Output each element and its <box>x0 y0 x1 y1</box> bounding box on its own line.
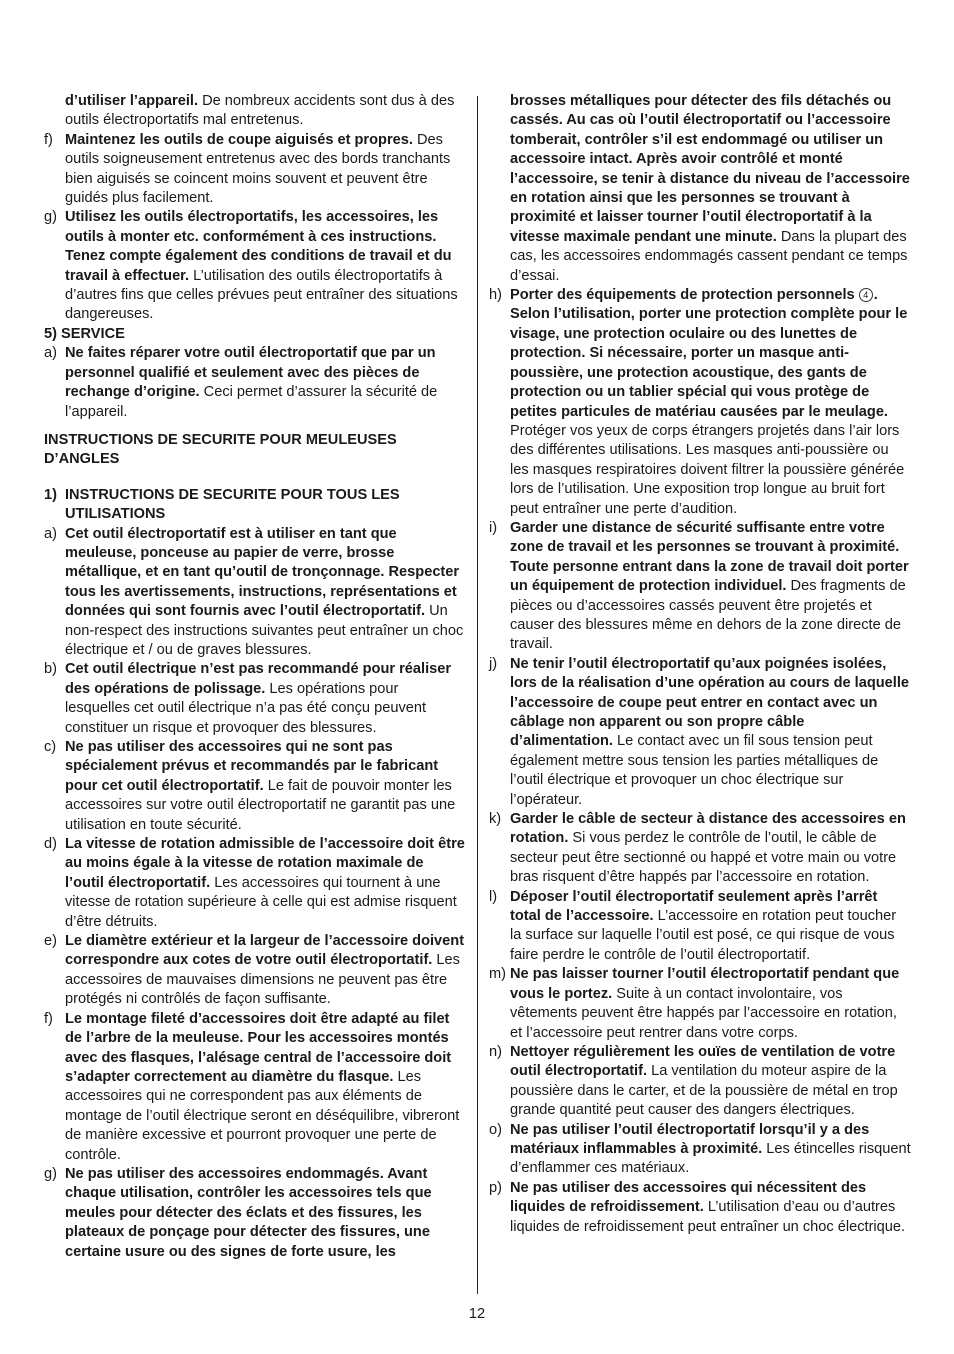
list-item: o) Ne pas utiliser l’outil électroportatif lorsqu’il y a des matériaux inflammables à proximité. Les étincelles risquent d’enflammer ces matériaux. <box>489 1121 911 1177</box>
right-column <box>489 92 911 1237</box>
list-item: a) Cet outil électroportatif est à utiliser en tant que meuleuse, ponceuse au papier de verre, brosse métallique, et en tant qu’outil de tronçonnage. Respecter tous les avertissements, instructions, représentations et données qui sont fournis avec l’outil électroportatif. Un non-respect des instructions suivantes peut entraîner un choc électrique et / ou de graves blessures. <box>44 525 464 658</box>
list-item: f) Maintenez les outils de coupe aiguisés et propres. Des outils soigneusement entretenus avec des bords tranchants bien aiguisés se coincent moins souvent et peuvent être guidés plus facilement. <box>44 131 451 207</box>
column-divider <box>477 96 478 1294</box>
list-item: d) La vitesse de rotation admissible de l’accessoire doit être au moins égale à la vitesse de rotation maximale de l’outil électroportatif. Les accessoires qui tournent à une vitesse de rotation supérieure à celle qui est admise risquent d’être détruits. <box>44 836 465 930</box>
list-item: g) Ne pas utiliser des accessoires endommagés. Avant chaque utilisation, contrôler les accessoires tels que meules pour détecter des éclats et des fissures, les plateaux de ponçage pour détecter des fissures, une certaine usure ou des signes de forte usure, les <box>44 1165 432 1260</box>
list-item: n) Nettoyer régulièrement les ouïes de ventilation de votre outil électroportatif. La ventilation du moteur aspire de la poussière dans le carter, et de la poussière de métal en trop grande quantité peut causer des dangers électriques. <box>489 1043 898 1119</box>
page-number: 12 <box>468 1306 486 1322</box>
list-item: h) Porter des équipements de protection personnels 4 . Selon l’utilisation, porter une protection complète pour le visage, une protection oculaire ou des lunettes de protection. Si nécessaire, porter un masque anti-poussière, une protection acoustique, des gants de protection ou un tablier spécial qui vous protège de petites particules de matériau causées par le meulage. Protéger vos yeux de corps étrangers projetés dans l’air lors des différentes utilisations. Les masques anti-poussière ou les masques respiratoires doivent filtrer la poussière générée lors de l’utilisation. Une exposition trop longue au bruit fort peut entraîner une perte d’audition. <box>489 287 908 517</box>
left-column <box>44 92 466 1262</box>
list-item: b) Cet outil électrique n’est pas recommandé pour réaliser des opérations de polissage. Les opérations pour lesquelles cet outil électrique n’a pas été conçu peuvent constituer un risque et provoquer des blessures. <box>44 661 452 736</box>
list-item: j) Ne tenir l’outil électroportatif qu’aux poignées isolées, lors de la réalisation d’une opération au cours de laquelle l’accessoire de coupe peut entrer en contact avec un câblage non apparent ou son propre câble d’alimentation. Le contact avec un fil sous tension peut également mettre sous tension les parties métalliques de l’outil électrique et provoquer un choc électrique sur l’opérateur. <box>489 655 909 808</box>
circled-number-icon: 4 <box>859 288 873 302</box>
list-item: m) Ne pas laisser tourner l’outil électroportatif pendant que vous le portez. Suite à un contact involontaire, vos vêtements peuvent être happés par l’accessoire en rotation, et l’accessoire peut rentrer dans votre corps. <box>489 966 900 1041</box>
list-item: k) Garder le câble de secteur à distance des accessoires en rotation. Si vous perdez le contrôle de l’outil, le câble de secteur peut être sectionné ou happé et votre main ou votre bras risquent d’être happés par l’accessoire en rotation. <box>489 811 906 886</box>
sub-heading: 1) INSTRUCTIONS DE SECURITE POUR TOUS LES UTILISATIONS <box>44 486 400 523</box>
list-item: f) Le montage fileté d’accessoires doit être adapté au filet de l’arbre de la meuleuse. Pour les accessoires montés avec des flasques, l’alésage central de l’accessoire doit s’adapter correctement au diamètre du flasque. Les accessoires qui ne correspondent pas aux éléments de montage de l’outil électrique seront en déséquilibre, vibreront de manière excessive et pourront provoquer une perte de contrôle. <box>44 1010 460 1163</box>
list-item: e) Le diamètre extérieur et la largeur de l’accessoire doivent correspondre aux cotes de votre outil électroportatif. Les accessoires de mauvaises dimensions ne peuvent pas être protégés ni contrôlés de façon suffisante. <box>44 933 465 1008</box>
list-item: g) Utilisez les outils électroportatifs, les accessoires, les outils à monter etc. conformément à ces instructions. Tenez compte également des conditions de travail et du travail à effectuer. L’utilisation des outils électroportatifs à d’autres fins que celles prévues peut entraîner des situations dangereuses. <box>44 209 458 323</box>
list-item: i) Garder une distance de sécurité suffisante entre votre zone de travail et les personnes se trouvant à proximité. Toute personne entrant dans la zone de travail doit porter un équipement de protection individuel. Des fragments de pièces ou d’accessoires cassés peuvent être projetés et causer des blessures même en dehors de la zone directe de travail. <box>489 519 909 653</box>
list-item: brosses métalliques pour détecter des fils détachés ou cassés. Au cas où l’outil électroportatif ou l’accessoire tomberait, contrôler s’il est endommagé ou utiliser un accessoire intact. Après avoir contrôlé et monté l’accessoire, se tenir à distance du niveau de l’accessoire en rotation ainsi que les personnes se trouvant à proximité et laisser tourner l’outil électroportatif à la vitesse maximale pendant une minute. Dans la plupart des cas, les accessoires endommagés cassent pendant ce temps d’essai. <box>510 93 910 284</box>
list-item: p) Ne pas utiliser des accessoires qui nécessitent des liquides de refroidissement. L’utilisation d’eau ou d’autres liquides de refroidissement peut entraîner un choc électrique. <box>489 1179 906 1235</box>
service-heading: 5) SERVICE <box>44 325 125 342</box>
list-item: d’utiliser l’appareil. De nombreux accidents sont dus à des outils électroportatifs mal entretenus. <box>65 93 455 129</box>
section-heading: INSTRUCTIONS DE SECURITE POUR MEULEUSES D’ANGLES <box>44 431 397 468</box>
list-item: a) Ne faites réparer votre outil électroportatif que par un personnel qualifié et seulement avec des pièces de rechange d’origine. Ceci permet d’assurer la sécurité de l’appareil. <box>44 345 438 420</box>
list-item: c) Ne pas utiliser des accessoires qui ne sont pas spécialement prévus et recommandés par le fabricant pour cet outil électroportatif. Le fait de pouvoir monter les accessoires sur votre outil électroportatif ne garantit pas une utilisation en toute sécurité. <box>44 739 456 833</box>
list-item: l) Déposer l’outil électroportatif seulement après l’arrêt total de l’accessoire. L’accessoire en rotation peut toucher la surface sur laquelle l’outil est posé, ce qui risque de vous faire perdre le contrôle de l’outil électroportatif. <box>489 888 897 963</box>
